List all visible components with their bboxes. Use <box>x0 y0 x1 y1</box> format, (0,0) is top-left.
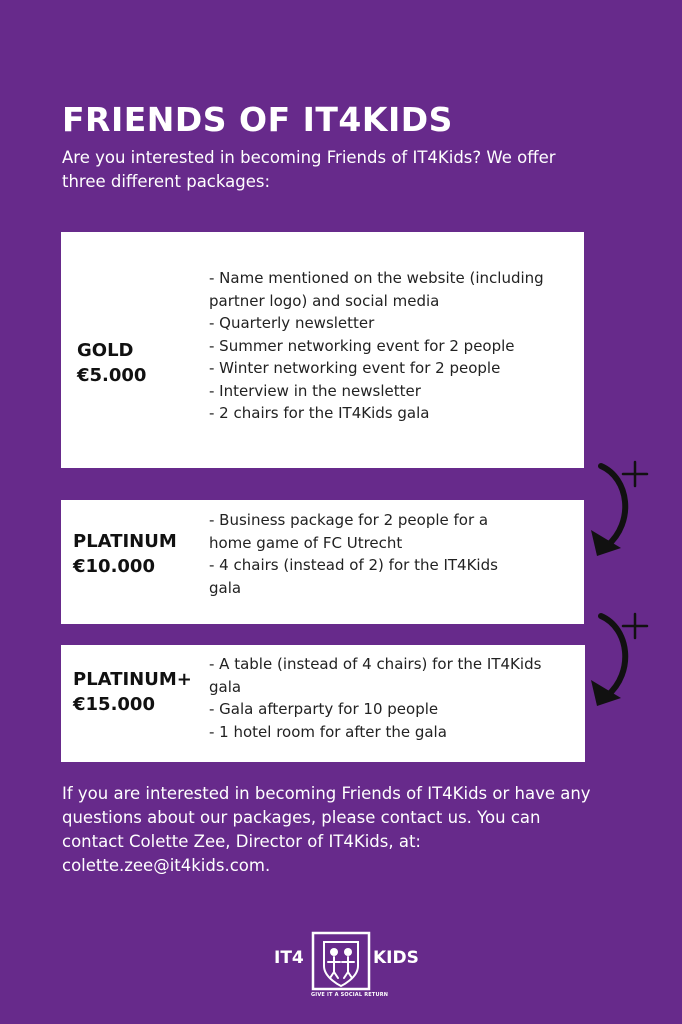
benefit-item: - Quarterly newsletter <box>209 314 375 332</box>
package-card-platinum <box>61 500 584 624</box>
contact-text: If you are interested in becoming Friends of IT4Kids or have any questions about our packages, please contact us. You can contact Colette Zee, Director of IT4Kids, at: colette.zee@it4kids.com. <box>62 784 591 875</box>
benefit-item: - 4 chairs (instead of 2) for the IT4Kids <box>209 556 498 574</box>
benefit-list <box>209 267 544 425</box>
logo-right-text: KIDS <box>373 948 419 968</box>
benefit-item: - 2 chairs for the IT4Kids gala <box>209 404 430 422</box>
benefit-list <box>209 653 541 743</box>
benefit-item: - Summer networking event for 2 people <box>209 336 515 355</box>
page-title: FRIENDS OF IT4KIDS <box>62 100 453 139</box>
package-card-gold <box>61 232 584 468</box>
package-price: €15.000 <box>73 694 155 715</box>
upgrade-arrow-icon <box>583 610 653 710</box>
package-label <box>73 529 177 579</box>
package-name: PLATINUM <box>73 531 177 552</box>
benefit-item: partner logo) and social media <box>209 291 440 310</box>
benefit-item: - 1 hotel room for after the gala <box>209 722 447 741</box>
package-name: GOLD <box>77 340 134 361</box>
benefit-item: - Gala afterparty for 10 people <box>209 700 439 718</box>
kids-shield-icon <box>310 930 372 992</box>
benefit-item: - A table (instead of 4 chairs) for the IT4Kids <box>209 655 542 673</box>
benefit-item: - Winter networking event for 2 people <box>209 359 501 377</box>
it4kids-logo <box>272 928 419 1008</box>
package-name: PLATINUM+ <box>73 669 192 690</box>
logo-tagline: GIVE IT A SOCIAL RETURN <box>311 992 389 998</box>
package-label <box>77 338 146 388</box>
upgrade-arrow-icon <box>583 460 653 560</box>
benefit-item: home game of FC Utrecht <box>209 533 403 552</box>
benefit-item: - Interview in the newsletter <box>209 381 421 400</box>
benefit-item: gala <box>209 578 242 597</box>
intro-text: Are you interested in becoming Friends of IT4Kids? We offer three different packages: <box>62 148 556 191</box>
benefit-item: gala <box>209 677 242 696</box>
package-price: €5.000 <box>77 365 147 386</box>
package-label <box>73 667 192 717</box>
benefit-item: - Business package for 2 people for a <box>209 511 489 529</box>
package-card-platinum-plus <box>61 645 585 762</box>
logo-left-text: IT4 <box>274 948 304 968</box>
benefit-list <box>209 509 498 599</box>
package-price: €10.000 <box>73 556 155 577</box>
benefit-item: - Name mentioned on the website (including <box>209 269 544 287</box>
